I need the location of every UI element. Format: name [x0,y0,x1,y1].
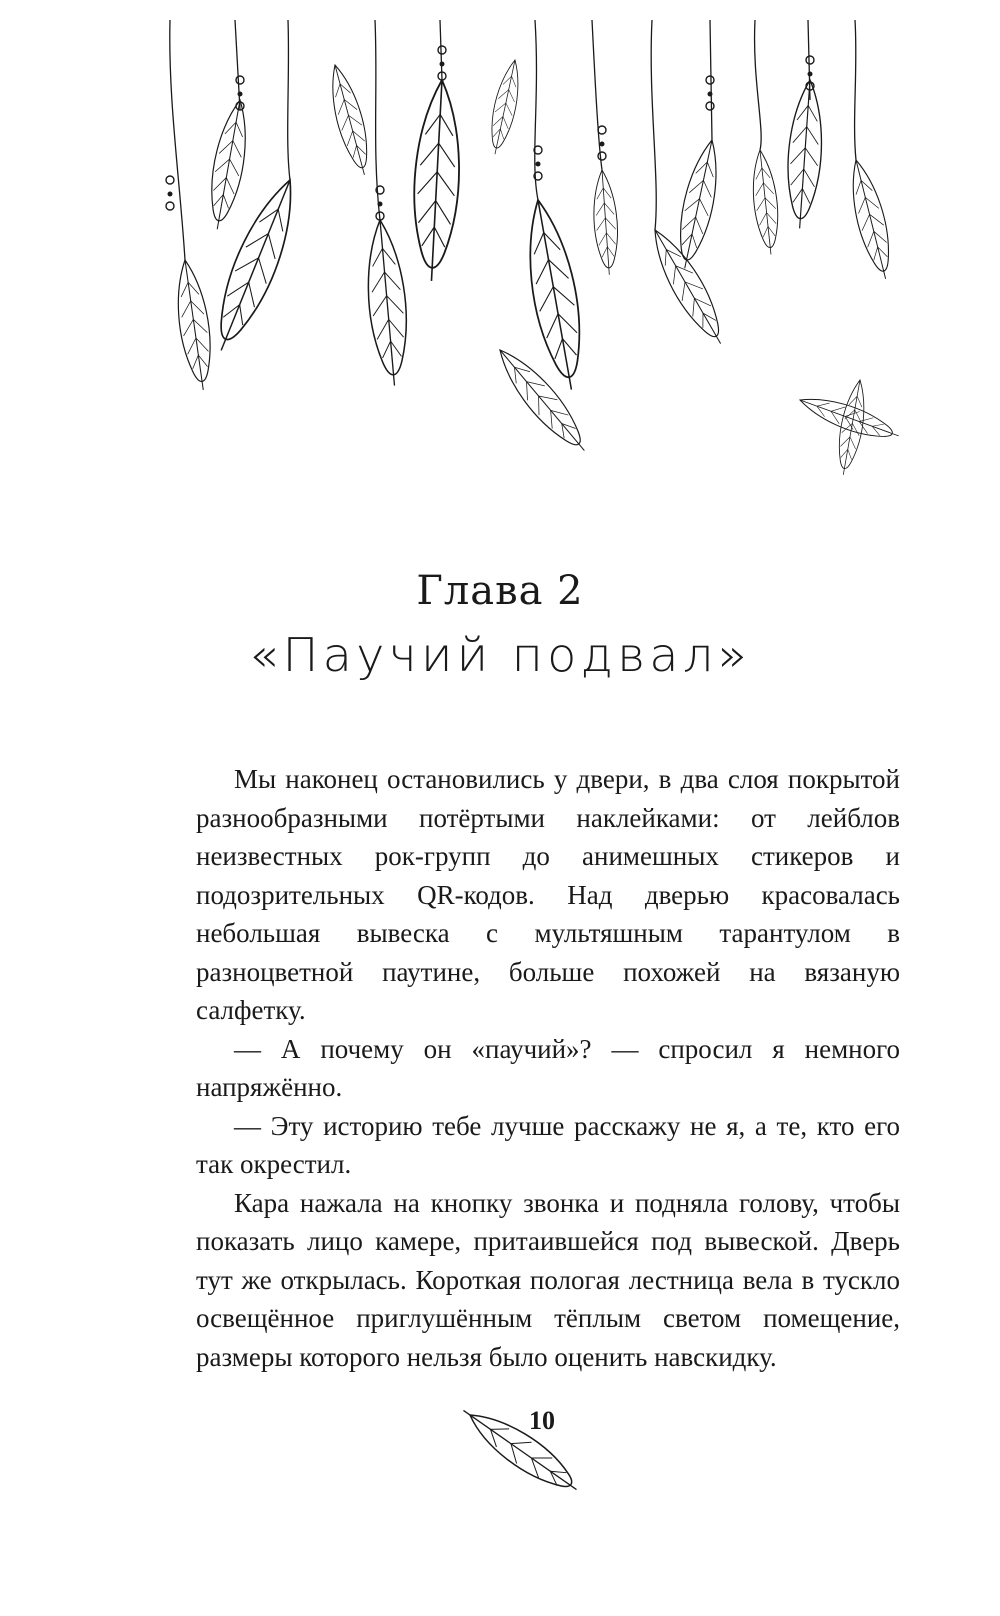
paragraph: — Эту историю тебе лучше расскажу не я, а те, кто его так окрестил. [196,1110,900,1179]
hanging-feathers-illustration [140,20,900,495]
page-number: 10 [529,1406,555,1435]
paragraph: Мы наконец остановились у двери, в два слоя покрытой разнообразными потёртыми наклейками: от лейблов неизвестных рок-групп до анимешных стикеров и подозрительных QR-кодов. Над дверью красовалась небольшая вывеска с мультяшным тарантулом в разноцветной паутине, больше похожей на вязаную салфетку. [196,764,900,1025]
body-text [196,760,900,1376]
chapter-number: Глава 2 [416,568,584,614]
chapter-title: «Паучий подвал» [249,628,751,682]
paragraph: — А почему он «паучий»? — спросил я немного напряжённо. [196,1033,900,1102]
feather-icon [440,1400,590,1520]
paragraph: Кара нажала на кнопку звонка и подняла голову, чтобы показать лицо камере, притаившейся под вывеской. Дверь тут же открылась. Короткая пологая лестница вела в тускло освещённое приглушённым тёплым светом помещение, размеры которого нельзя было оценить навскидку. [196,1187,900,1372]
